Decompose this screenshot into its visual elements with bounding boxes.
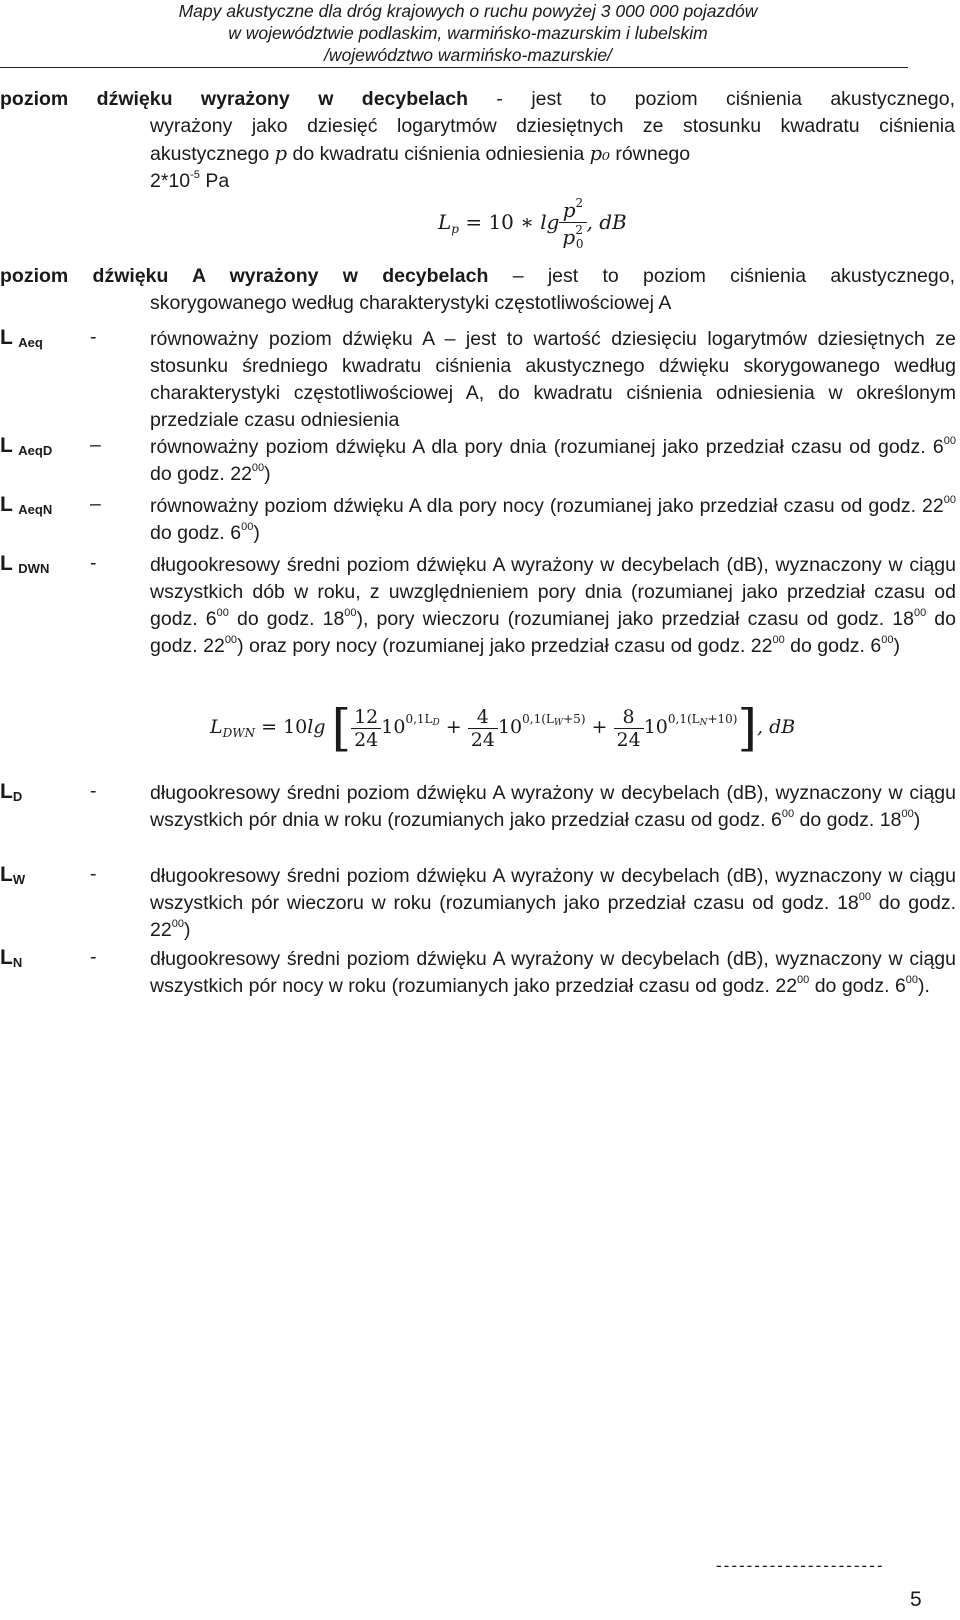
- header-line-2: w województwie podlaskim, warmińsko-mazurskim i lubelskim: [228, 23, 708, 43]
- symbol-laeqd: L $_{AeqD}$: [0, 434, 53, 458]
- definition-sound-level-a: [0, 263, 955, 317]
- definition-text: - jest to poziom ciśnienia akustycznego,: [468, 88, 955, 110]
- term-dash: -: [90, 946, 97, 968]
- symbol-ld: $L_D$: [0, 780, 23, 804]
- term-dash: –: [90, 493, 101, 515]
- symbol-laeq: L $_{Aeq}$: [0, 326, 43, 350]
- description-ln: długookresowy średni poziom dźwięku A wyrażony w decybelach (dB), wyznaczony w ciągu wszystkich pór nocy w roku (rozumianych jako przedział czasu od godz. $22^{00}$ do godz. $6^{00}$).: [150, 948, 956, 997]
- header-line-1: Mapy akustyczne dla dróg krajowych o ruchu powyżej 3 000 000 pojazdów: [178, 1, 758, 21]
- term-dash: -: [90, 863, 97, 885]
- formula-fraction: $\frac{4}{24}$: [468, 706, 498, 751]
- description-ldwn: długookresowy średni poziom dźwięku A wyrażony w decybelach (dB), wyznaczony w ciągu wszystkich dób w roku, z uwzględnieniem pory dnia (rozumianej jako przedział czasu od godz. $6^{00}$ do godz. $18^{00}$), pory wieczoru (rozumianej jako przedział czasu od godz. $18^{00}$ do godz. $22^{00}$) oraz pory nocy (rozumianej jako przedział czasu od godz. $22^{00}$ do godz. $6^{00}$): [150, 554, 956, 657]
- definition-term: poziom dźwięku wyrażony w decybelach: [0, 88, 469, 110]
- definition-sound-level: [0, 86, 955, 195]
- definition-text: wyrażony jako dziesięć logarytmów dziesiętnych ze stosunku kwadratu ciśnienia akustycznego p do kwadratu ciśnienia odniesienia p₀ równego: [150, 115, 955, 165]
- description-laeqn: równoważny poziom dźwięku A dla pory nocy (rozumianej jako przedział czasu od godz. $22^{00}$ do godz. $6^{00}$): [150, 494, 956, 544]
- term-dash: -: [90, 326, 97, 348]
- definition-text: – jest to poziom ciśnienia akustycznego,: [488, 265, 955, 287]
- symbol-ldwn: L $_{DWN}$: [0, 552, 50, 576]
- formula-lp: $L_p = 10$ ∗ lg $\frac{p^2}{p^2_0}$ , dB: [438, 196, 627, 251]
- formula-ldwn: $L_{DWN} = 10\lg$ [ $\frac{12}{24}$ $10^{0,1L_D}$ + $\frac{4}{24}$ $10^{0,1(L_W+5)}$ + $\frac{8}{24}$ $10^{0,1(L_N+10)}$], dB: [210, 699, 796, 757]
- definition-text: skorygowanego według charakterystyki częstotliwościowej A: [150, 292, 672, 314]
- term-dash: -: [90, 552, 97, 574]
- page-number: 5: [910, 1588, 922, 1611]
- formula-fraction: $\frac{12}{24}$: [351, 706, 381, 751]
- symbol-laeqn: L $_{AeqN}$: [0, 493, 53, 517]
- description-lw: długookresowy średni poziom dźwięku A wyrażony w decybelach (dB), wyznaczony w ciągu wszystkich pór wieczoru w roku (rozumianych jako przedział czasu od godz. $18^{00}$ do godz. $22^{00}$): [150, 865, 956, 941]
- formula-fraction: $\frac{8}{24}$: [614, 706, 644, 751]
- page-header: [0, 0, 936, 66]
- formula-fraction: $\frac{p^2}{p^2_0}$: [559, 196, 586, 251]
- term-dash: -: [90, 780, 97, 802]
- symbol-lw: $L_W$: [0, 863, 26, 887]
- symbol-ln: $L_N$: [0, 946, 23, 970]
- term-dash: –: [90, 434, 101, 456]
- description-laeqd: równoważny poziom dźwięku A dla pory dnia (rozumianej jako przedział czasu od godz. $6^{00}$ do godz. $22^{00}$): [150, 435, 956, 485]
- footer-divider: ----------------------: [716, 1556, 885, 1575]
- description-laeq: równoważny poziom dźwięku A – jest to wartość dziesięciu logarytmów dziesiętnych ze stosunku średniego kwadratu ciśnienia akustycznego dźwięku skorygowanego według charakterystyki częstotliwościowej A, do kwadratu ciśnienia odniesienia w określonym przedziale czasu odniesienia: [150, 328, 956, 431]
- header-line-3: /województwo warmińsko-mazurskie/: [324, 45, 612, 65]
- description-ld: długookresowy średni poziom dźwięku A wyrażony w decybelach (dB), wyznaczony w ciągu wszystkich pór dnia w roku (rozumianych jako przedział czasu od godz. $6^{00}$ do godz. $18^{00}$): [150, 782, 956, 831]
- definition-text-end: $2*10^{-5}$ Pa: [150, 169, 230, 192]
- header-divider: [0, 67, 908, 68]
- definition-term: poziom dźwięku A wyrażony w decybelach: [0, 265, 489, 287]
